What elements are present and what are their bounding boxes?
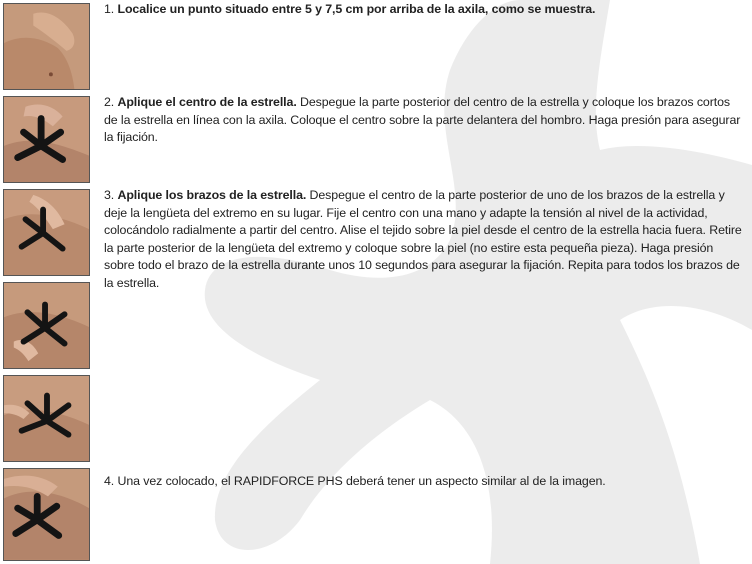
step-3-photo-b — [3, 282, 90, 369]
step-2-number: 2. — [104, 95, 115, 109]
step-3-instruction — [104, 187, 744, 293]
step-3-photo-c — [3, 375, 90, 462]
step-4-number: 4. — [104, 474, 115, 488]
step-3-text: Despegue el centro de la parte posterior de uno de los brazos de la estrella y deje la lengüeta del extremo en su lugar. Fije el centro con una mano y adapte la tensión al nivel de la actividad, colocándolo radialmente a partir del centro. Alise el tejido sobre la piel desde el centro de la estrella hacia fuera. Retire la parte posterior de la lengüeta del extremo y coloque sobre la piel (no estire esta pequeña pieza). Haga presión sobre todo el brazo de la estrella durante unos 10 segundos para asegurar la fijación. Repita para todos los brazos de la estrella. — [104, 188, 742, 290]
step-1-bold-text: Localice un punto situado entre 5 y 7,5 cm por arriba de la axila, como se muestra. — [117, 2, 596, 16]
step-3-number: 3. — [104, 188, 115, 202]
step-1-instruction — [104, 1, 744, 19]
step-2-instruction — [104, 94, 744, 147]
step-2-photo — [3, 96, 90, 183]
step-4-text: Una vez colocado, el RAPIDFORCE PHS deberá tener un aspecto similar al de la imagen. — [117, 474, 606, 488]
step-1-number: 1. — [104, 2, 115, 16]
step-1-photo — [3, 3, 90, 90]
step-3-bold-text: Aplique los brazos de la estrella. — [117, 188, 307, 202]
step-2-text: Despegue la parte posterior del centro de la estrella y coloque los brazos cortos de la estrella en línea con la axila. Coloque el centro sobre la parte delantera del hombro. Haga presión para asegurar la fijación. — [104, 95, 741, 145]
step-4-photo — [3, 468, 90, 561]
step-4-instruction — [104, 473, 744, 491]
step-3-photo-a — [3, 189, 90, 276]
step-2-bold-text: Aplique el centro de la estrella. — [117, 95, 297, 109]
